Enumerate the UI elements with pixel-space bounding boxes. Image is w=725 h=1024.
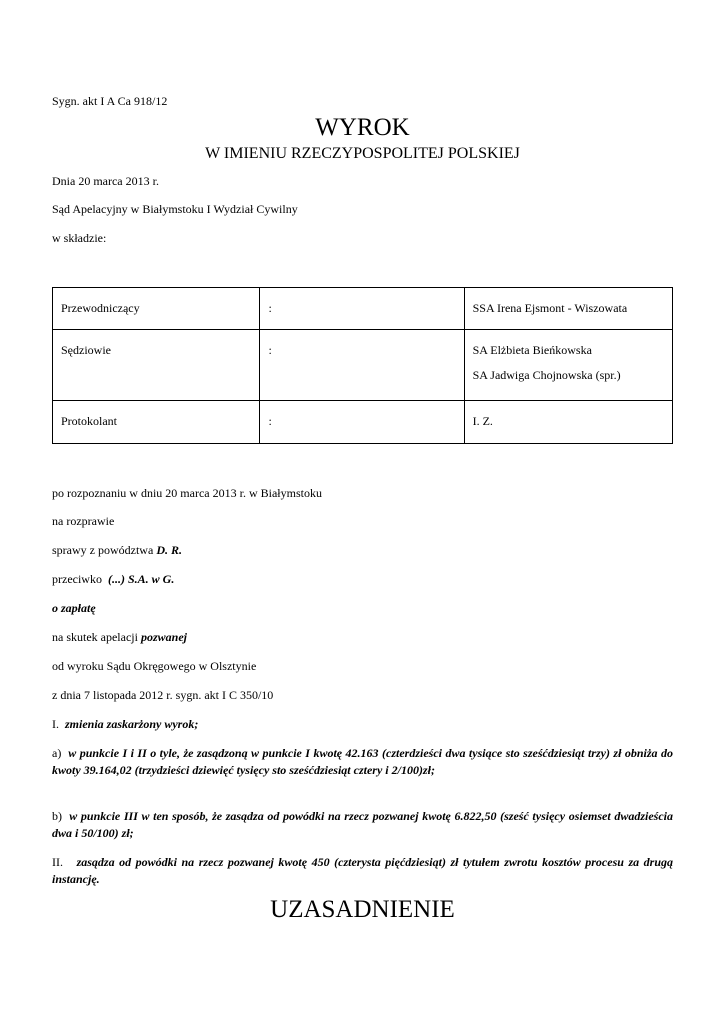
separator-cell: : bbox=[268, 301, 272, 315]
proceedings-hearing: na rozprawie bbox=[52, 514, 115, 528]
ruling-point-2: II. zasądza od powódki na rzecz pozwanej kwotę 450 (czterysta pięćdziesiąt) zł tytułem zwrotu kosztów procesu za drugą instancję. bbox=[52, 855, 673, 886]
ruling-point-b: b) w punkcie III w ten sposób, że zasądza od powódki na rzecz pozwanej kwotę 6.822,50 (sześć tysięcy osiemset dwadzieścia dwa i 50/100) zł; bbox=[52, 809, 673, 840]
table-row bbox=[53, 288, 673, 330]
proceedings-defendant: przeciwko (...) S.A. w G. bbox=[52, 572, 175, 586]
table-row bbox=[53, 401, 673, 444]
names-cell: SSA Irena Ejsmont - Wiszowata bbox=[472, 301, 628, 315]
judgment-date: Dnia 20 marca 2013 r. bbox=[52, 174, 159, 188]
names-cell: I. Z. bbox=[472, 414, 493, 428]
names-cell bbox=[465, 330, 672, 383]
case-signature: Sygn. akt I A Ca 918/12 bbox=[52, 94, 168, 108]
proceedings-place-date: po rozpoznaniu w dniu 20 marca 2013 r. w Białymstoku bbox=[52, 486, 322, 500]
document-subtitle: W IMIENIU RZECZYPOSPOLITEJ POLSKIEJ bbox=[205, 145, 520, 162]
table-row bbox=[53, 330, 673, 401]
defendant-name: (...) S.A. w G. bbox=[107, 572, 175, 586]
composition-label: w składzie: bbox=[52, 231, 107, 245]
court-name: Sąd Apelacyjny w Białymstoku I Wydział Cywilny bbox=[52, 202, 298, 216]
judge-name: SA Jadwiga Chojnowska (spr.) bbox=[472, 368, 621, 382]
justification-heading: UZASADNIENIE bbox=[270, 896, 455, 923]
judge-name: SA Elżbieta Bieńkowska bbox=[472, 343, 592, 357]
ruling-point-1: I. zmienia zaskarżony wyrok; bbox=[52, 717, 199, 731]
panel-composition-table bbox=[52, 287, 673, 444]
separator-cell: : bbox=[268, 343, 272, 357]
proceedings-appeal: na skutek apelacji pozwanej bbox=[52, 630, 187, 644]
document-title: WYROK bbox=[315, 114, 410, 141]
role-cell: Protokolant bbox=[61, 414, 117, 428]
ruling-point-a: a) w punkcie I i II o tyle, że zasądzoną w punkcie I kwotę 42.163 (czterdzieści dwa tysiące sto sześćdziesiąt trzy) zł obniża do kwoty 39.164,02 (trzydzieści dziewięć tysięcy sto sześćdziesiąt cztery i 2/100)zł; bbox=[52, 746, 674, 777]
claimant-name: D. R. bbox=[156, 543, 182, 557]
proceedings-lower-court: od wyroku Sądu Okręgowego w Olsztynie bbox=[52, 659, 257, 673]
role-cell: Sędziowie bbox=[61, 343, 111, 357]
separator-cell: : bbox=[268, 414, 272, 428]
proceedings-subject: o zapłatę bbox=[52, 601, 96, 615]
role-cell: Przewodniczący bbox=[61, 301, 140, 315]
proceedings-lower-judgment: z dnia 7 listopada 2012 r. sygn. akt I C 350/10 bbox=[52, 688, 274, 702]
proceedings-claimant: sprawy z powództwa D. R. bbox=[52, 543, 182, 557]
